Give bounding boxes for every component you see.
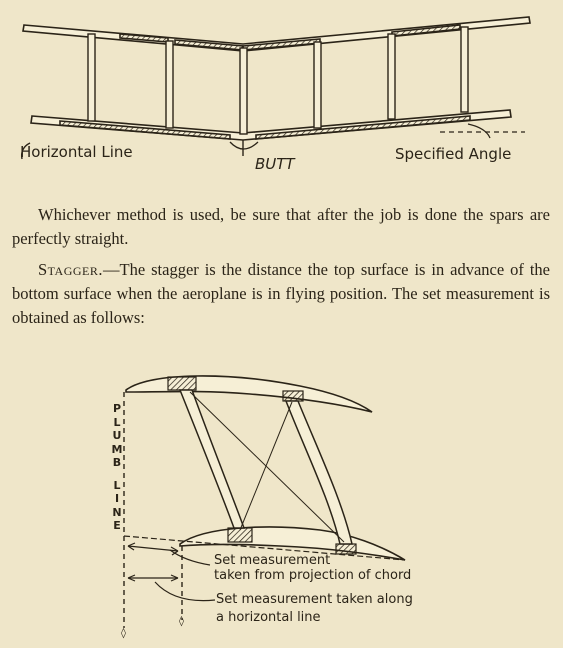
note-horizontal-line1: Set measurement taken along [216, 592, 413, 607]
plumb-letter: L [113, 415, 121, 429]
measurement-arrows [128, 543, 215, 601]
note-chord-line2: taken from projection of chord [214, 568, 412, 583]
plumb-letter: E [113, 519, 121, 532]
specified-angle-label: Specified Angle [395, 145, 512, 163]
paragraph-stagger [12, 258, 550, 330]
plumb-letter: P [112, 402, 122, 415]
stagger-heading: Stagger. [38, 260, 104, 279]
svg-text:◊: ◊ [121, 628, 126, 639]
plumb-letter: M [111, 442, 123, 456]
horizontal-line-label: Horizontal Line [20, 143, 133, 161]
upper-aerofoil [126, 376, 372, 412]
paragraph-spars [12, 203, 550, 251]
plumb-letter: L [113, 478, 121, 492]
plumb-line-label [110, 402, 124, 533]
bottom-wing [31, 110, 511, 140]
paragraph-spars-text: Whichever method is used, be sure that after the job is done the spars are perfectly straight. [12, 205, 550, 248]
note-horizontal-line2: a horizontal line [216, 610, 321, 625]
butt-label: BUTT [255, 155, 295, 173]
plumb-letter: I [114, 492, 120, 505]
plumb-letter: B [112, 456, 122, 469]
plumb-letter: N [112, 505, 122, 519]
stagger-text: —The stagger is the distance the top surface is in advance of the bottom surface when the aeroplane is in flying position. The set measurement is obtained as follows: [12, 260, 550, 327]
note-chord-line1: Set measurement [214, 553, 331, 568]
top-wing [23, 17, 530, 51]
plumb-letter: U [112, 429, 122, 442]
svg-text:◊: ◊ [179, 616, 184, 627]
